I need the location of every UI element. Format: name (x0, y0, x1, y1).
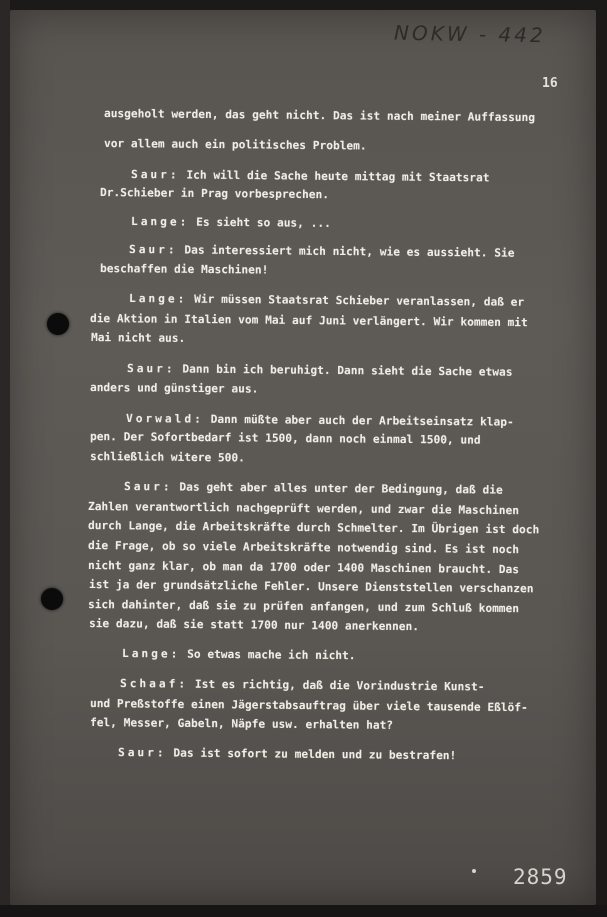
text-line (89, 578, 534, 595)
speaker-label: Saur: (130, 168, 180, 182)
scanner-frame-bottom (0, 905, 607, 917)
text-line (90, 450, 245, 464)
speaker-label: Schaaf: (119, 677, 189, 691)
text-line (126, 412, 514, 429)
line-text: fel, Messer, Gabeln, Näpfe usw. erhalten hat? (89, 716, 394, 732)
line-text: pen. Der Sofortbedarf ist 1500, dann noch einmal 1500, und (89, 430, 481, 447)
text-line (129, 243, 515, 260)
line-text: Ist es richtig, daß die Vorindustrie Kunst- (194, 677, 485, 694)
line-text: Das ist sofort zu melden und zu bestrafen! (173, 746, 457, 763)
text-line (88, 500, 519, 517)
line-text: Das geht aber alles unter der Bedingung, daß die (179, 480, 503, 497)
speaker-label: Saur: (128, 243, 178, 257)
line-text: die Frage, ob so viele Arbeitskräfte notwendig sind. Es ist noch (87, 539, 520, 557)
text-line (90, 697, 528, 714)
line-text: schließlich witere 500. (89, 450, 245, 465)
scanner-frame-left (0, 0, 10, 917)
line-text: vor allem auch ein politisches Problem. (103, 137, 367, 153)
line-text: Zahlen verantwortlich nachgeprüft werden, und zwar die Maschinen (87, 500, 520, 518)
text-line (90, 381, 259, 396)
text-line (88, 598, 519, 615)
line-text: die Aktion in Italien vom Mai auf Juni verlängert. Wir kommen mit (89, 312, 528, 330)
text-line (122, 647, 356, 662)
text-line (91, 331, 185, 345)
line-text: Wir müssen Staatsrat Schieber veranlassen, daß er (194, 292, 525, 309)
text-line (104, 107, 535, 124)
line-text: So etwas mache ich nicht. (187, 647, 356, 663)
speaker-label: Saur: (126, 362, 176, 376)
line-text: ausgeholt werden, das geht nicht. Das ist nach meiner Auffassung (103, 107, 536, 125)
text-line (104, 137, 367, 153)
line-text: sich dahinter, daß sie zu prüfen anfangen, und zum Schluß kommen (87, 598, 520, 616)
text-line (88, 559, 519, 576)
line-text: Es sieht so aus, ... (196, 215, 331, 230)
line-text: Dr.Schieber in Prag vorbesprechen. (99, 186, 330, 202)
line-text: Dann bin ich beruhigt. Dann sieht die Sache etwas (182, 362, 513, 379)
line-text: ist ja der grundsätzliche Fehler. Unsere Dienststellen verschanzen (88, 578, 534, 596)
text-line (100, 186, 329, 201)
punch-hole-bottom (41, 588, 63, 610)
line-text: Das interessiert mich nicht, wie es aussieht. Sie (184, 243, 515, 260)
text-line (131, 215, 331, 230)
speaker-label: Saur: (117, 746, 167, 760)
text-line (90, 312, 528, 329)
line-text: nicht ganz klar, ob man da 1700 oder 1400 Maschinen braucht. Das (87, 559, 520, 577)
text-line (127, 362, 513, 379)
archive-mark: NOKW - 442 (393, 20, 546, 48)
line-text: und Preßstoffe einen Jägerstabsauftrag über viele tausende Eßlöf- (89, 697, 528, 715)
text-line (118, 746, 456, 762)
text-line (88, 519, 539, 536)
line-text: Mai nicht aus. (90, 331, 186, 345)
text-line (100, 262, 269, 277)
text-line (89, 617, 419, 633)
text-line (88, 539, 519, 556)
dot-mark (472, 869, 476, 873)
speaker-label: Lange: (130, 215, 190, 229)
text-line (124, 480, 503, 497)
page-number: 16 (542, 76, 558, 91)
line-text: Ich will die Sache heute mittag mit Staatsrat (186, 168, 490, 185)
text-line (120, 677, 485, 693)
line-text: sie dazu, daß sie statt 1700 nur 1400 anerkennen. (88, 617, 420, 634)
punch-hole-top (47, 313, 69, 335)
line-text: anders und günstiger aus. (89, 381, 259, 396)
speaker-label: Lange: (128, 292, 188, 306)
speaker-label: Lange: (121, 647, 181, 661)
text-line (90, 716, 393, 732)
text-line (90, 430, 481, 447)
text-line (131, 168, 490, 184)
speaker-label: Vorwald: (125, 412, 204, 426)
line-text: Dann müßte aber auch der Arbeitseinsatz klap- (210, 412, 514, 429)
text-line (129, 292, 524, 309)
document-stamp-number: 2859 (513, 865, 568, 889)
line-text: durch Lange, die Arbeitskräfte durch Schmelter. Im Übrigen ist doch (87, 519, 540, 537)
speaker-label: Saur: (123, 480, 173, 494)
document-page (10, 10, 596, 905)
line-text: beschaffen die Maschinen! (99, 262, 269, 277)
